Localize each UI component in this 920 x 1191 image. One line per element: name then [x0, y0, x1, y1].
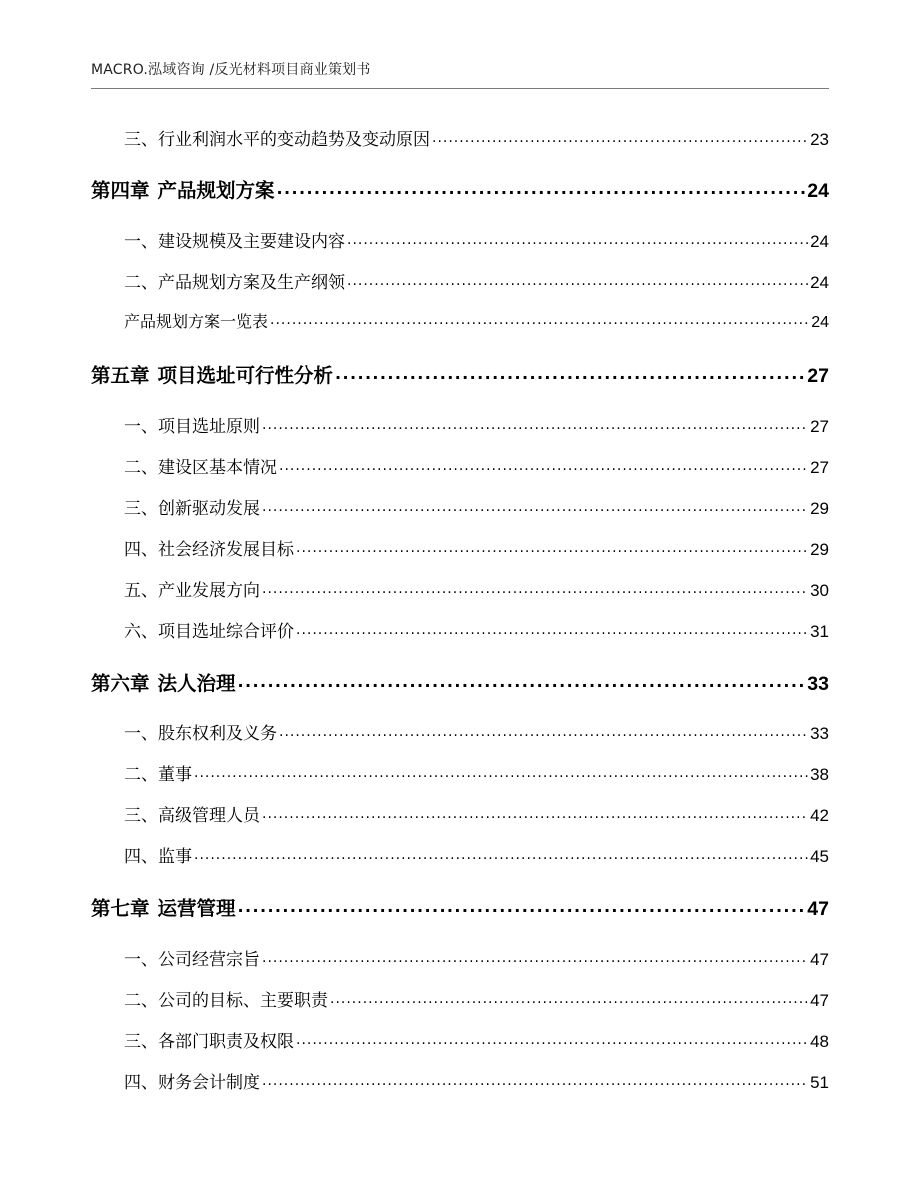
- toc-entry-number: 一、: [124, 232, 158, 252]
- toc-page-number: 38: [810, 765, 829, 784]
- dot-leader: [296, 619, 808, 639]
- toc-section-entry[interactable]: [91, 945, 829, 970]
- toc-entry-title: 产品规划方案及生产纲领: [158, 273, 345, 293]
- dot-leader: [262, 496, 808, 516]
- toc-entry-number: 三、: [124, 1032, 158, 1052]
- toc-section-entry[interactable]: [91, 268, 829, 293]
- toc-chapter-entry[interactable]: [91, 175, 829, 203]
- toc-section-entry[interactable]: [91, 617, 829, 642]
- toc-entry-number: 四、: [124, 540, 158, 560]
- toc-chapter-entry[interactable]: [91, 360, 829, 388]
- toc-page-number: 30: [810, 581, 829, 600]
- dot-leader: [279, 721, 808, 741]
- toc-page-number: 47: [810, 950, 829, 969]
- toc-section-entry[interactable]: [91, 986, 829, 1011]
- toc-entry-number: 二、: [124, 458, 158, 478]
- toc-page-number: 27: [810, 417, 829, 436]
- toc-entry-title: 法人治理: [157, 672, 236, 695]
- toc-section-entry[interactable]: [91, 453, 829, 478]
- toc-section-entry[interactable]: [91, 842, 829, 867]
- toc-entry-title: 建设区基本情况: [158, 458, 277, 478]
- toc-entry-number: 四、: [124, 1073, 158, 1093]
- toc-chapter-number: 第四章: [91, 179, 150, 202]
- dot-leader: [279, 455, 808, 475]
- toc-section-entry[interactable]: [91, 494, 829, 519]
- dot-leader: [335, 361, 805, 384]
- dot-leader: [238, 669, 806, 692]
- toc-entry-number: 一、: [124, 950, 158, 970]
- toc-page-number: 24: [811, 314, 829, 331]
- dot-leader: [194, 844, 808, 864]
- dot-leader: [330, 988, 808, 1008]
- toc-chapter-number: 第七章: [91, 897, 150, 920]
- toc-page-number: 29: [810, 499, 829, 518]
- toc-entry-number: 一、: [124, 417, 158, 437]
- toc-page-number: 31: [810, 622, 829, 641]
- dot-leader: [347, 270, 808, 290]
- toc-entry-title: 监事: [158, 847, 192, 867]
- toc-entry-title: 建设规模及主要建设内容: [158, 232, 345, 252]
- toc-page-number: 29: [810, 540, 829, 559]
- toc-entry-title: 产品规划方案: [157, 179, 275, 202]
- toc-section-entry[interactable]: [91, 801, 829, 826]
- header-rule: [91, 88, 829, 89]
- dot-leader: [347, 229, 808, 249]
- toc-page-number: 24: [807, 180, 829, 202]
- toc-section-entry[interactable]: [91, 535, 829, 560]
- toc-entry-title: 公司的目标、主要职责: [158, 991, 328, 1011]
- toc-chapter-number: 第六章: [91, 672, 150, 695]
- toc-section-entry[interactable]: [91, 576, 829, 601]
- toc-page-number: 48: [810, 1032, 829, 1051]
- toc-entry-number: 三、: [124, 806, 158, 826]
- toc-page-number: 27: [807, 365, 829, 387]
- dot-leader: [262, 414, 808, 434]
- toc-page-number: 23: [810, 130, 829, 149]
- toc-entry-title: 各部门职责及权限: [158, 1032, 294, 1052]
- toc-entry-title: 运营管理: [157, 897, 236, 920]
- toc-entry-number: 四、: [124, 847, 158, 867]
- toc-entry-number: 三、: [124, 499, 158, 519]
- toc-entry-title: 股东权利及义务: [158, 724, 277, 744]
- toc-section-entry[interactable]: [91, 309, 829, 332]
- toc-section-entry[interactable]: [91, 1027, 829, 1052]
- toc-entry-title: 项目选址原则: [158, 417, 260, 437]
- toc-page-number: 24: [810, 232, 829, 251]
- toc-page-number: 42: [810, 806, 829, 825]
- toc-entry-title: 社会经济发展目标: [158, 540, 294, 560]
- toc-entry-title: 行业利润水平的变动趋势及变动原因: [158, 130, 430, 150]
- toc-chapter-entry[interactable]: [91, 668, 829, 696]
- dot-leader: [296, 1029, 808, 1049]
- toc-section-entry[interactable]: [91, 1068, 829, 1093]
- dot-leader: [238, 894, 806, 917]
- toc-page-number: 33: [807, 673, 829, 695]
- toc-section-entry[interactable]: [91, 227, 829, 252]
- toc-chapter-entry[interactable]: [91, 893, 829, 921]
- toc-entry-title: 公司经营宗旨: [158, 950, 260, 970]
- toc-section-entry[interactable]: [91, 719, 829, 744]
- toc-entry-number: 一、: [124, 724, 158, 744]
- toc-section-entry[interactable]: [91, 760, 829, 785]
- running-header: MACRO.泓域咨询 /反光材料项目商业策划书: [91, 62, 371, 78]
- toc-entry-number: 五、: [124, 581, 158, 601]
- toc-page-number: 51: [810, 1073, 829, 1092]
- dot-leader: [270, 309, 809, 328]
- dot-leader: [262, 1070, 808, 1090]
- toc-page-number: 33: [810, 724, 829, 743]
- dot-leader: [262, 947, 808, 967]
- toc-entry-title: 董事: [158, 765, 192, 785]
- toc-entry-number: 二、: [124, 765, 158, 785]
- dot-leader: [262, 578, 808, 598]
- toc-entry-title: 产业发展方向: [158, 581, 260, 601]
- toc-entry-title: 财务会计制度: [158, 1073, 260, 1093]
- dot-leader: [432, 127, 808, 147]
- toc-section-entry[interactable]: [91, 412, 829, 437]
- toc-entry-title: 项目选址可行性分析: [157, 364, 334, 387]
- dot-leader: [296, 537, 808, 557]
- toc-entry-title: 创新驱动发展: [158, 499, 260, 519]
- dot-leader: [262, 803, 808, 823]
- toc-chapter-number: 第五章: [91, 364, 150, 387]
- dot-leader: [194, 762, 808, 782]
- toc-entry-number: 二、: [124, 273, 158, 293]
- toc-entry-title: 高级管理人员: [158, 806, 260, 826]
- toc-page-number: 45: [810, 847, 829, 866]
- toc-entry-number: 三、: [124, 130, 158, 150]
- toc-entry-title: 产品规划方案一览表: [124, 312, 269, 331]
- toc-page-number: 47: [810, 991, 829, 1010]
- toc-section-entry[interactable]: [91, 125, 829, 150]
- toc-page-number: 27: [810, 458, 829, 477]
- toc-page-number: 24: [810, 273, 829, 292]
- toc-entry-number: 六、: [124, 622, 158, 642]
- dot-leader: [277, 176, 806, 199]
- toc-entry-title: 项目选址综合评价: [158, 622, 294, 642]
- toc-entry-number: 二、: [124, 991, 158, 1011]
- toc-page-number: 47: [807, 898, 829, 920]
